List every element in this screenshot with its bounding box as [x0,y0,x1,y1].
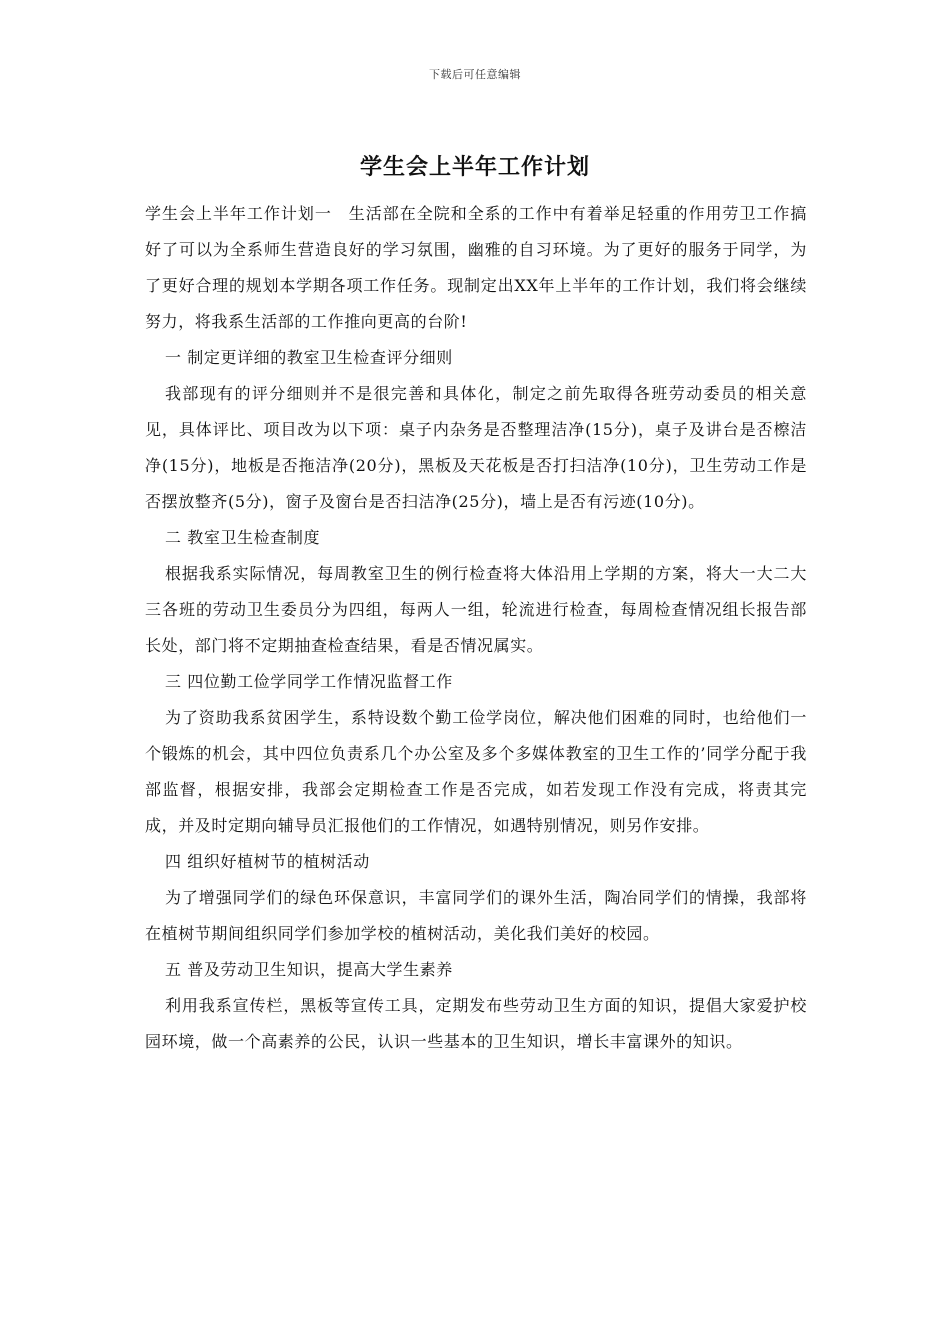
section-body: 根据我系实际情况，每周教室卫生的例行检查将大体沿用上学期的方案，将大一大二大三各班的劳动卫生委员分为四组，每两人一组，轮流进行检查，每周检查情况组长报告部长处，部门将不定期抽查检查结果，看是否情况属实。 [145,564,807,655]
section-heading: 五 普及劳动卫生知识，提高大学生素养 [165,960,453,979]
section-body: 利用我系宣传栏，黑板等宣传工具，定期发布些劳动卫生方面的知识，提倡大家爱护校园环境，做一个高素养的公民，认识一些基本的卫生知识，增长丰富课外的知识。 [145,996,807,1051]
header-note: 下载后可任意编辑 [429,68,521,81]
section-heading: 二 教室卫生检查制度 [165,528,321,547]
section-heading: 三 四位勤工俭学同学工作情况监督工作 [165,672,453,691]
section-body: 我部现有的评分细则并不是很完善和具体化，制定之前先取得各班劳动委员的相关意见，具体评比、项目改为以下项：桌子内杂务是否整理洁净(15分)，桌子及讲台是否檫洁净(15分)，地板是否拖洁净(20分)，黑板及天花板是否打扫洁净(10分)，卫生劳动工作是否摆放整齐(5分)，窗子及窗台是否扫洁净(25分)，墙上是否有污迹(10分)。 [145,384,807,511]
section-heading: 一 制定更详细的教室卫生检查评分细则 [165,348,453,367]
document-body [145,196,807,1060]
intro-paragraph: 学生会上半年工作计划一 生活部在全院和全系的工作中有着举足轻重的作用劳卫工作搞好了可以为全系师生营造良好的学习氛围，幽雅的自习环境。为了更好的服务于同学，为了更好合理的规划本学期各项工作任务。现制定出XX年上半年的工作计划，我们将会继续努力，将我系生活部的工作推向更高的台阶! [145,204,807,331]
section-heading: 四 组织好植树节的植树活动 [165,852,370,871]
section-body: 为了资助我系贫困学生，系特设数个勤工俭学岗位，解决他们困难的同时，也给他们一个锻炼的机会，其中四位负责系几个办公室及多个多媒体教室的卫生工作的’同学分配于我部监督，根据安排，我部会定期检查工作是否完成，如若发现工作没有完成，将责其完成，并及时定期向辅导员汇报他们的工作情况，如遇特别情况，则另作安排。 [145,708,807,835]
document-title: 学生会上半年工作计划 [359,154,590,180]
section-body: 为了增强同学们的绿色环保意识，丰富同学们的课外生活，陶冶同学们的情操，我部将在植树节期间组织同学们参加学校的植树活动，美化我们美好的校园。 [145,888,807,943]
